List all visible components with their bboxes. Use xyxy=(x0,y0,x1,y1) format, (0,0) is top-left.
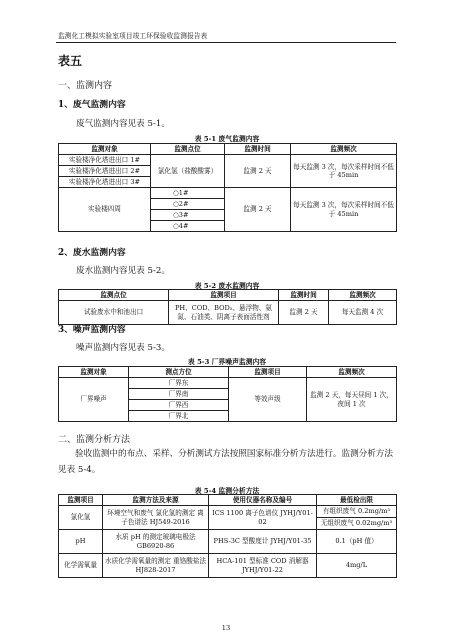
table-cell: 厂界北 xyxy=(129,411,229,422)
col-header: 监测时间 xyxy=(225,144,291,155)
table-cell: ○3# xyxy=(151,210,225,221)
exhaust-table xyxy=(58,143,397,232)
table-cell: 水质 pH 的测定玻璃电极法 GB6920-86 xyxy=(103,530,209,554)
exhaust-heading: 1、废气监测内容 xyxy=(58,100,126,110)
col-header: 监测项目 xyxy=(229,367,307,378)
table-cell: 氯化氢（盐酸酸雾） xyxy=(151,155,225,188)
table-cell: PH、COD、BOD₅、悬浮物、氨氮、石油类、阴离子表面活性剂 xyxy=(169,301,279,325)
table-5-1-caption: 表 5-1 废气监测内容 xyxy=(194,135,260,143)
table-cell: ○4# xyxy=(151,221,225,232)
table-cell: 有组织废气 0.2mg/m³ xyxy=(317,506,397,518)
table-cell: HCA-101 型标准 COD 消解器 JYHJ/Y01-22 xyxy=(209,554,317,578)
table-cell: 厂界南 xyxy=(129,389,229,400)
noise-heading: 3、噪声监测内容 xyxy=(58,325,126,335)
col-header: 最低检出限 xyxy=(317,495,397,506)
table-cell: 化学需氧量 xyxy=(59,554,103,578)
table-cell: 实验楼净化塔进出口 2# xyxy=(59,166,151,177)
table-cell: 无组织废气 0.02mg/m³ xyxy=(317,518,397,530)
col-header: 监测对象 xyxy=(59,144,151,155)
running-header: 监测化工模拟实验室项目竣工环保验收监测报告表 xyxy=(58,32,208,40)
table-cell: ○2# xyxy=(151,199,225,210)
table-cell: 监测 2 天 xyxy=(279,301,329,325)
table-cell: ○1# xyxy=(151,188,225,199)
table-cell: 每天监测 4 次 xyxy=(329,301,397,325)
table-cell: 监测 2 天，每天昼间 1 次，夜间 1 次 xyxy=(307,378,397,422)
table-cell: ICS 1100 离子色谱仪 JYHJ/Y01-02 xyxy=(209,506,317,530)
col-header: 监测时间 xyxy=(279,290,329,301)
methods-table xyxy=(58,494,397,578)
section2-text: 验收监测中的布点、采样、分析测试方法按照国家标准分析方法进行。监测分析方法见表 5-4。 xyxy=(58,449,393,475)
col-header: 监测频次 xyxy=(307,367,397,378)
table-cell: 实验楼四周 xyxy=(59,188,151,232)
col-header: 监测频次 xyxy=(329,290,397,301)
col-header: 监测频次 xyxy=(291,144,397,155)
table-cell: 实验楼净化塔进出口 1# xyxy=(59,155,151,166)
col-header: 监测项目 xyxy=(59,495,103,506)
table-cell: 实验楼净化塔进出口 3# xyxy=(59,177,151,188)
col-header: 监测点位 xyxy=(59,290,169,301)
table-cell: pH xyxy=(59,530,103,554)
col-header: 监测点位 xyxy=(151,144,225,155)
wastewater-heading: 2、废水监测内容 xyxy=(58,248,126,258)
col-header: 监测方法及来源 xyxy=(103,495,209,506)
table-cell: 水质化学需氧量的测定 重铬酸盐法 HJ828-2017 xyxy=(103,554,209,578)
table-cell: 试验废水中和池出口 xyxy=(59,301,169,325)
section2-title: 二、监测分析方法 xyxy=(58,435,131,445)
wastewater-text: 废水监测内容见表 5-2。 xyxy=(76,266,170,276)
col-header: 测点方位 xyxy=(129,367,229,378)
exhaust-text: 废气监测内容见表 5-1。 xyxy=(76,119,170,129)
table-cell: 氯化氢 xyxy=(59,506,103,530)
wastewater-table xyxy=(58,289,397,325)
table-cell: 监测 2 天 xyxy=(225,155,291,188)
table-5-2-caption: 表 5-2 废水监测内容 xyxy=(194,282,260,290)
table-cell: 厂界噪声 xyxy=(59,378,129,422)
table-cell: 4mg/L xyxy=(317,554,397,578)
table-cell: PHS-3C 型酸度计 JYHJ/Y01-35 xyxy=(209,530,317,554)
table-title: 表五 xyxy=(58,54,83,68)
header-rule xyxy=(56,42,396,43)
col-header: 监测项目 xyxy=(169,290,279,301)
col-header: 使用仪器名称及编号 xyxy=(209,495,317,506)
table-cell: 环境空气和废气 氯化氢的测定 离子色谱法 HJ549-2016 xyxy=(103,506,209,530)
table-5-3-caption: 表 5-3 厂界噪声监测内容 xyxy=(187,358,267,366)
table-cell: 每天监测 3 次，每次采样时间不低于 45min xyxy=(291,155,397,188)
table-cell: 0.1（pH 值） xyxy=(317,530,397,554)
table-cell: 监测 2 天 xyxy=(225,188,291,232)
noise-table xyxy=(58,366,397,422)
col-header: 监测对象 xyxy=(59,367,129,378)
noise-text: 噪声监测内容见表 5-3。 xyxy=(76,343,170,353)
section1-title: 一、监测内容 xyxy=(58,81,113,91)
table-5-4-caption: 表 5-4 监测分析方法 xyxy=(194,487,260,495)
table-cell: 等效声级 xyxy=(229,378,307,422)
table-cell: 每天监测 3 次，每次采样时间不低于 45min xyxy=(291,188,397,232)
table-cell: 厂界东 xyxy=(129,378,229,389)
page-number: 13 xyxy=(221,624,231,632)
table-cell: 厂界西 xyxy=(129,400,229,411)
